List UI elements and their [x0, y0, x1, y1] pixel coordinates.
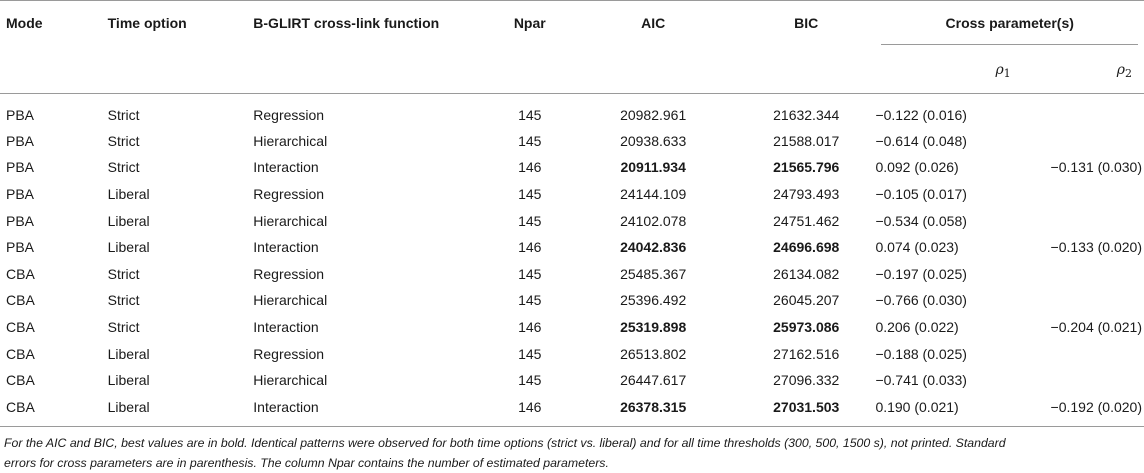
cell-bic: 24696.698: [773, 239, 840, 256]
table-row: [0, 314, 1144, 341]
cell-time-option: Liberal: [107, 398, 150, 415]
cell-function: Interaction: [253, 159, 319, 176]
header-rho2-symbol: ρ: [1116, 62, 1125, 78]
cell-rho2: [1017, 260, 1144, 287]
cell-aic: 20911.934: [620, 159, 686, 176]
cell-bic: 26045.207: [773, 292, 840, 309]
cell-mode: PBA: [6, 106, 35, 123]
cell-bic: 21632.344: [773, 106, 840, 123]
cell-aic: 24042.836: [620, 239, 687, 256]
cell-mode: CBA: [6, 318, 35, 335]
header-mode: Mode: [6, 15, 43, 31]
cell-rho1: −0.534 (0.058): [875, 212, 967, 229]
header-aic: AIC: [641, 15, 666, 31]
cell-rho1: −0.122 (0.016): [875, 106, 967, 123]
cell-bic: 21565.796: [773, 159, 840, 176]
cell-aic: 26378.315: [620, 398, 687, 415]
cell-mode: PBA: [6, 239, 35, 256]
cell-npar: 146: [518, 318, 542, 335]
cell-rho2: −0.133 (0.020): [1050, 239, 1142, 256]
cell-rho1: −0.766 (0.030): [875, 292, 967, 309]
cell-npar: 145: [518, 292, 542, 309]
table-body: [0, 94, 1144, 427]
header-rho1-sub: 1: [1003, 67, 1011, 80]
cell-time-option: Strict: [107, 106, 140, 123]
cell-npar: 146: [518, 398, 542, 415]
cell-aic: 25396.492: [620, 292, 687, 309]
table-row: [0, 94, 1144, 128]
cell-rho2: −0.192 (0.020): [1050, 398, 1142, 415]
table-row: [0, 234, 1144, 261]
cell-function: Hierarchical: [253, 212, 328, 229]
cell-rho1: −0.741 (0.033): [875, 372, 967, 389]
cell-rho1: 0.074 (0.023): [875, 239, 959, 256]
cell-aic: 26513.802: [620, 345, 687, 362]
table-row: [0, 367, 1144, 394]
cell-time-option: Strict: [107, 265, 140, 282]
header-rho2: [1017, 45, 1144, 94]
cell-function: Hierarchical: [253, 132, 328, 149]
header-bic: BIC: [794, 15, 819, 31]
cell-bic: 25973.086: [773, 318, 840, 335]
header-function: B-GLIRT cross-link function: [253, 15, 440, 31]
cell-bic: 24793.493: [773, 185, 840, 202]
header-time-option: Time option: [107, 15, 187, 31]
cell-rho1: −0.188 (0.025): [875, 345, 967, 362]
cell-bic: 24751.462: [773, 212, 840, 229]
cell-aic: 25485.367: [620, 265, 687, 282]
cell-rho1: 0.190 (0.021): [875, 398, 959, 415]
cell-npar: 145: [518, 345, 542, 362]
cell-mode: PBA: [6, 212, 35, 229]
cell-rho2: [1017, 287, 1144, 314]
cell-function: Interaction: [253, 318, 319, 335]
table-row: [0, 393, 1144, 426]
footnote-line-1: For the AIC and BIC, best values are in bold. Identical patterns were observed for both time options (strict vs. liberal) and for all time thresholds (300, 500, 1500 s), not printed. Standard: [4, 436, 1006, 451]
cell-mode: CBA: [6, 398, 35, 415]
cell-mode: PBA: [6, 132, 35, 149]
cell-aic: 26447.617: [620, 372, 687, 389]
cell-time-option: Liberal: [107, 239, 150, 256]
cell-npar: 145: [518, 132, 542, 149]
cell-rho1: −0.105 (0.017): [875, 185, 967, 202]
cell-bic: 27162.516: [773, 345, 840, 362]
cell-npar: 145: [518, 265, 542, 282]
cell-time-option: Strict: [107, 292, 140, 309]
cell-function: Interaction: [253, 239, 319, 256]
header-npar: Npar: [513, 15, 546, 31]
header-rho1-symbol: ρ: [995, 62, 1004, 78]
footnote-line-2: errors for cross parameters are in parenthesis. The column Npar contains the number of estimated parameters.: [4, 456, 609, 471]
cell-rho2: −0.131 (0.030): [1050, 159, 1142, 176]
cell-rho2: [1017, 207, 1144, 234]
table-row: [0, 207, 1144, 234]
cell-aic: 24144.109: [620, 185, 687, 202]
table-row: [0, 287, 1144, 314]
cell-rho2: [1017, 340, 1144, 367]
cell-rho1: −0.614 (0.048): [875, 132, 967, 149]
cell-aic: 25319.898: [620, 318, 687, 335]
cell-time-option: Strict: [107, 132, 140, 149]
cell-mode: PBA: [6, 185, 35, 202]
cell-aic: 20938.633: [620, 132, 687, 149]
cell-mode: CBA: [6, 265, 35, 282]
cell-time-option: Liberal: [107, 372, 150, 389]
cell-aic: 20982.961: [620, 106, 687, 123]
cell-mode: CBA: [6, 372, 35, 389]
cell-rho1: 0.206 (0.022): [875, 318, 959, 335]
cell-rho2: [1017, 181, 1144, 208]
cell-npar: 146: [518, 239, 542, 256]
cell-bic: 27096.332: [773, 372, 840, 389]
cell-time-option: Liberal: [107, 185, 150, 202]
cell-time-option: Liberal: [107, 345, 150, 362]
cell-npar: 145: [518, 106, 542, 123]
cell-npar: 145: [518, 212, 542, 229]
cell-rho2: [1017, 128, 1144, 155]
table-row: [0, 128, 1144, 155]
cell-function: Regression: [253, 185, 325, 202]
cell-bic: 21588.017: [773, 132, 840, 149]
cell-npar: 145: [518, 185, 542, 202]
table-header: [0, 1, 1144, 94]
table-row: [0, 260, 1144, 287]
header-rho1: [875, 45, 1016, 94]
header-cross-label: Cross parameter(s): [945, 15, 1074, 31]
cell-bic: 26134.082: [773, 265, 840, 282]
cell-npar: 145: [518, 372, 542, 389]
cell-mode: PBA: [6, 159, 35, 176]
header-rho2-sub: 2: [1125, 67, 1132, 80]
cell-bic: 27031.503: [773, 398, 840, 415]
cell-function: Hierarchical: [253, 372, 328, 389]
cell-function: Regression: [253, 265, 325, 282]
cell-rho1: −0.197 (0.025): [875, 265, 967, 282]
cell-function: Interaction: [253, 398, 319, 415]
cell-mode: CBA: [6, 345, 35, 362]
cell-rho1: 0.092 (0.026): [875, 159, 959, 176]
cell-rho2: [1017, 94, 1144, 128]
cell-function: Regression: [253, 345, 325, 362]
table-row: [0, 181, 1144, 208]
table-footnote: [0, 433, 1144, 473]
table-row: [0, 154, 1144, 181]
cell-time-option: Liberal: [107, 212, 150, 229]
cell-function: Regression: [253, 106, 325, 123]
cell-time-option: Strict: [107, 159, 140, 176]
cell-aic: 24102.078: [620, 212, 687, 229]
cell-rho2: −0.204 (0.021): [1050, 318, 1142, 335]
cell-function: Hierarchical: [253, 292, 328, 309]
header-cross-parameters: [875, 1, 1144, 46]
cell-mode: CBA: [6, 292, 35, 309]
cell-rho2: [1017, 367, 1144, 394]
table-row: [0, 340, 1144, 367]
cell-npar: 146: [518, 159, 542, 176]
cell-time-option: Strict: [107, 318, 140, 335]
